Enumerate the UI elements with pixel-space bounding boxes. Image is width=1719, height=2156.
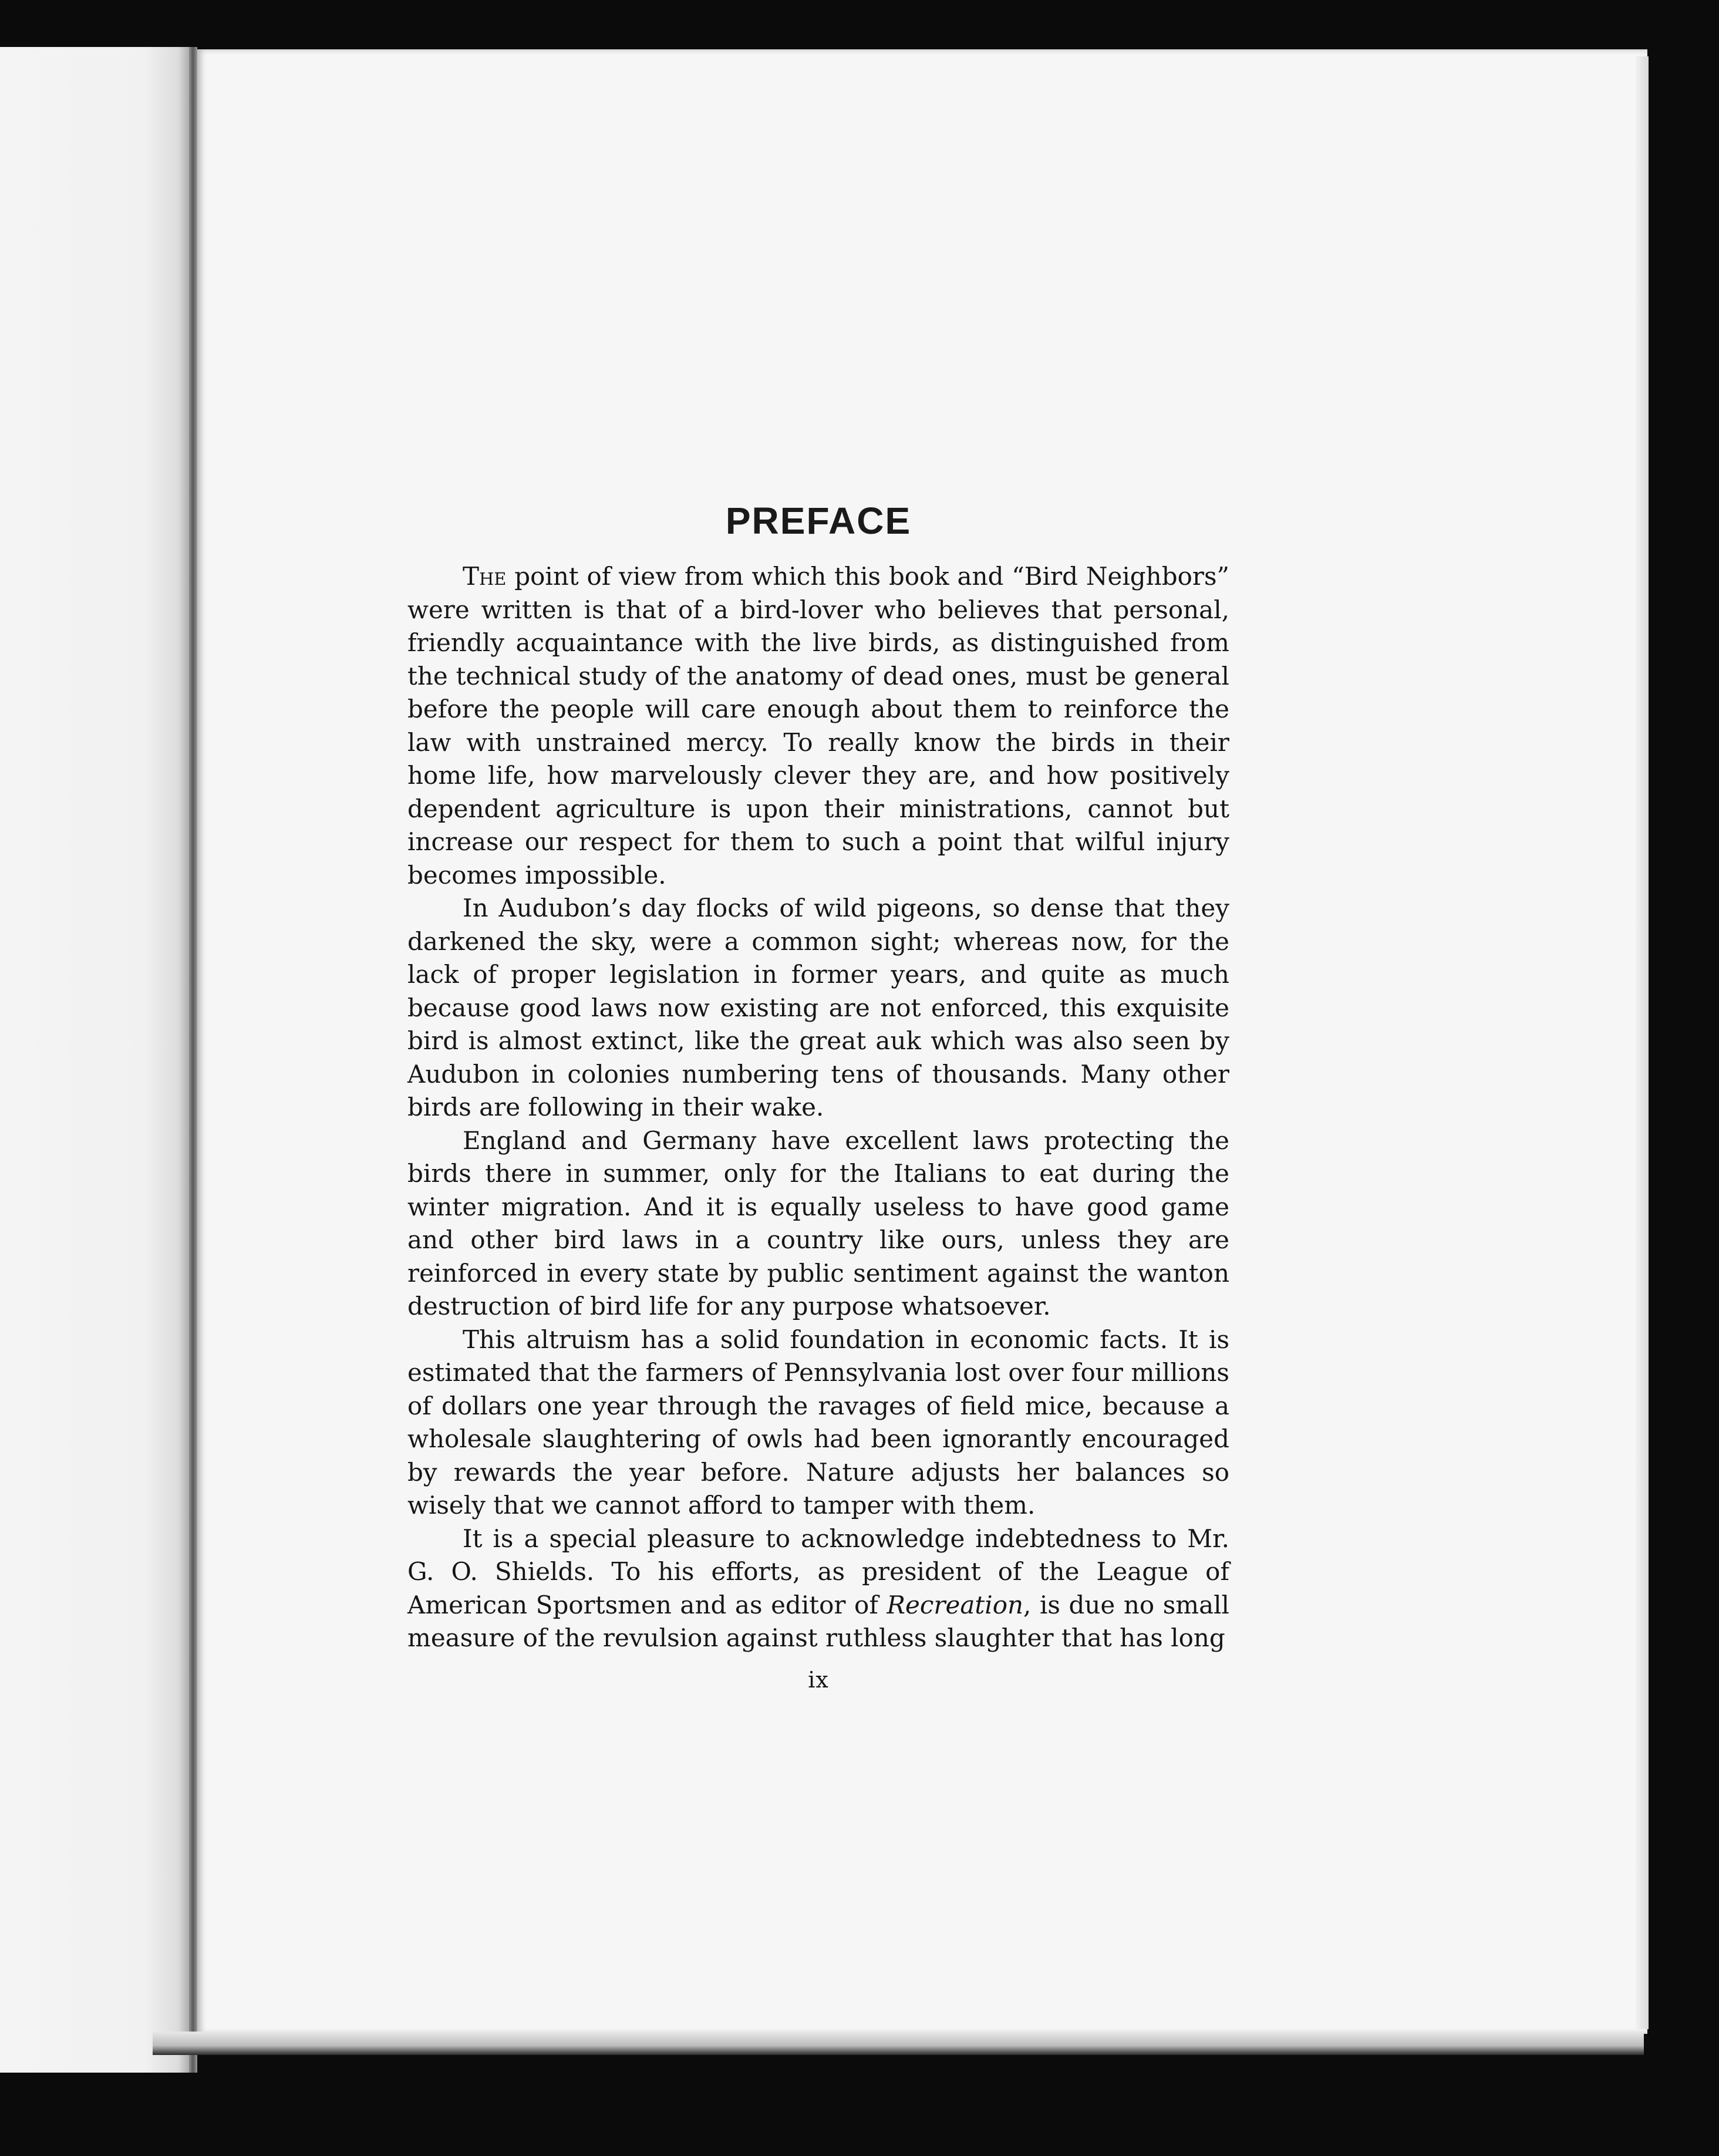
paragraph-3: England and Germany have excellent laws protecting the birds there in summer, only for the Italians to eat during the winter migration. And it is equally useless to have good game and other bird laws in a country like ours, unless they are reinforced in every state by public sentiment against the wanton destruction of bird life for any purpose whatsoever. (407, 1126, 1229, 1320)
paragraph-5 (407, 1522, 1229, 1655)
paragraph-1 (407, 560, 1229, 892)
bottom-page-edge (153, 2032, 1644, 2055)
page-title: PREFACE (725, 500, 912, 542)
paragraph-2: In Audubon’s day flocks of wild pigeons, so dense that they darkened the sky, were a common sight; whereas now, for the lack of proper legislation in former years, and quite as much because good laws now existing are not enforced, this exquisite bird is almost extinct, like the great auk which was also seen by Audubon in colonies numbering tens of thousands. Many other birds are following in their wake. (407, 894, 1229, 1121)
paragraph-5-after: , is due no small measure of the revulsion against ruthless slaughter that has long (407, 1590, 1229, 1652)
book-gutter (189, 47, 197, 2073)
paragraph-5-before: It is a special pleasure to acknowledge indebtedness to Mr. G. O. Shields. To his efforts, as president of the League of American Sportsmen and as editor of (407, 1524, 1229, 1619)
preface-text-block (407, 499, 1229, 1693)
left-page-edge (0, 47, 194, 2073)
page-number: ix (808, 1666, 829, 1693)
paragraph-4: This altruism has a solid foundation in economic facts. It is estimated that the farmers of Pennsylvania lost over four millions of dollars one year through the ravages of field mice, because a wholesale slaughtering of owls had been ignorantly encouraged by rewards the year before. Nature adjusts her balances so wisely that we cannot afford to tamper with them. (407, 1325, 1229, 1520)
right-page-fore-edge (1636, 56, 1649, 2029)
paragraph-1-body: point of view from which this book and “Bird Neighbors” were written is that of a bird-lover who believes that personal, friendly acquaintance with the live birds, as distinguished from the technical study of the anatomy of dead ones, must be general before the people will care enough about them to reinforce the law with unstrained mercy. To really know the birds in their home life, how marvelously clever they are, and how positively dependent agriculture is upon their ministrations, cannot but increase our respect for them to such a point that wilful injury becomes impossible. (407, 562, 1229, 890)
paragraph-5-italic-title: Recreation (887, 1590, 1024, 1619)
paragraph-1-lead-word: The (463, 562, 507, 591)
